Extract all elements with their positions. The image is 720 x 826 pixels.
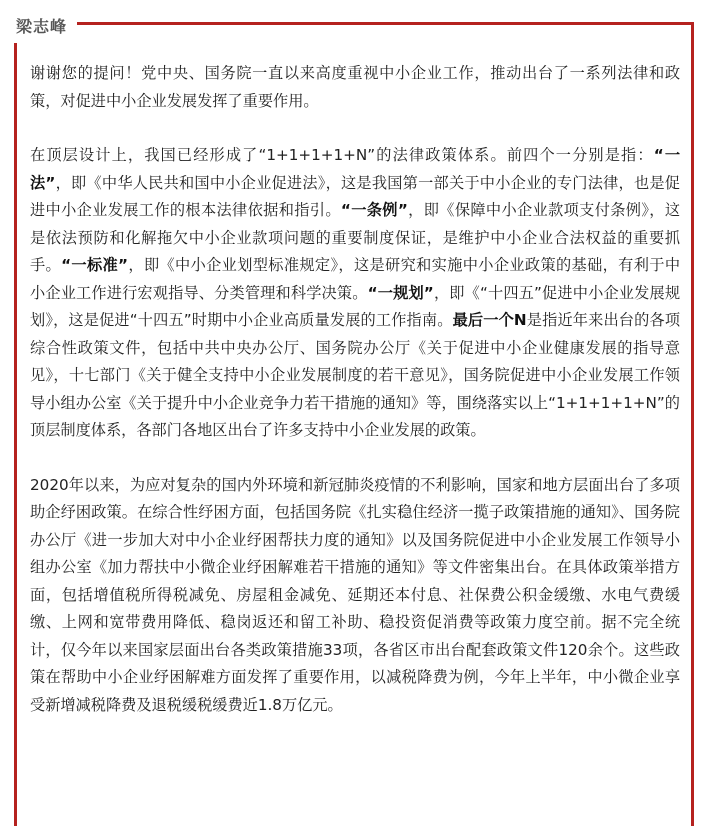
paragraph-3 [30,472,680,720]
body-text: ，即《中小企业划型标准规定》，这是研究和实施中小企业政策的基础，有利于中小企业工作进行宏观指导、分类管理和科学决策。 [30,256,681,302]
answer-body [30,60,680,746]
speaker-name: 梁志峰 [6,10,77,43]
body-text: 在顶层设计上，我国已经形成了“1+1+1+1+N”的法律政策体系。前四个一分别是指： [30,146,654,164]
emphasis-text: “一规划” [367,283,434,302]
emphasis-text: “一法” [30,146,681,192]
body-text: 谢谢您的提问！党中央、国务院一直以来高度重视中小企业工作，推动出台了一系列法律和政策，对促进中小企业发展发挥了重要作用。 [30,64,680,110]
emphasis-text: “一标准” [61,256,129,274]
paragraph-1 [30,60,680,115]
body-text: ，即《中华人民共和国中小企业促进法》，这是我国第一部关于中小企业的专门法律，也是促进中小企业发展工作的根本法律依据和指引。 [30,173,680,219]
body-text: 是指近年来出台的各项综合性政策文件，包括中共中央办公厅、国务院办公厅《关于促进中小企业健康发展的指导意见》，十七部门《关于健全支持中小企业发展制度的若干意见》，国务院促进中小企业发展工作领导小组办公室《关于提升中小企业竞争力若干措施的通知》等，围绕落实以上“1+1+1+1+N”的顶层制度体系，各部门各地区出台了许多支持中小企业发展的政策。 [30,311,681,439]
body-text: ，即《保障中小企业款项支付条例》，这是依法预防和化解拖欠中小企业款项问题的重要制度保证，是维护中小企业合法权益的重要抓手。 [30,201,681,274]
body-text: ，即《“十四五”促进中小企业发展规划》，这是促进“十四五”时期中小企业高质量发展的工作指南。 [30,283,681,329]
paragraph-2 [30,142,680,445]
body-text: 2020年以来，为应对复杂的国内外环境和新冠肺炎疫情的不利影响，国家和地方层面出台了多项助企纾困政策。在综合性纾困方面，包括国务院《扎实稳住经济一揽子政策措施的通知》、国务院办公厅《进一步加大对中小企业纾困帮扶力度的通知》以及国务院促进中小企业发展工作领导小组办公室《加力帮扶中小微企业纾困解难若干措施的通知》等文件密集出台。在具体政策举措方面，包括增值税所得税减免、房屋租金减免、延期还本付息、社保费公积金缓缴、水电气费缓缴、上网和宽带费用降低、稳岗返还和留工补助、稳投资促消费等政策力度空前。据不完全统计，仅今年以来国家层面出台各类政策措施33项，各省区市出台配套政策文件120余个。这些政策在帮助中小企业纾困解难方面发挥了重要作用，以减税降费为例，今年上半年，中小微企业享受新增减税降费及退税缓税缓费近1.8万亿元。 [30,475,680,714]
emphasis-text: 最后一个N [452,311,527,329]
emphasis-text: “一条例” [340,201,408,219]
